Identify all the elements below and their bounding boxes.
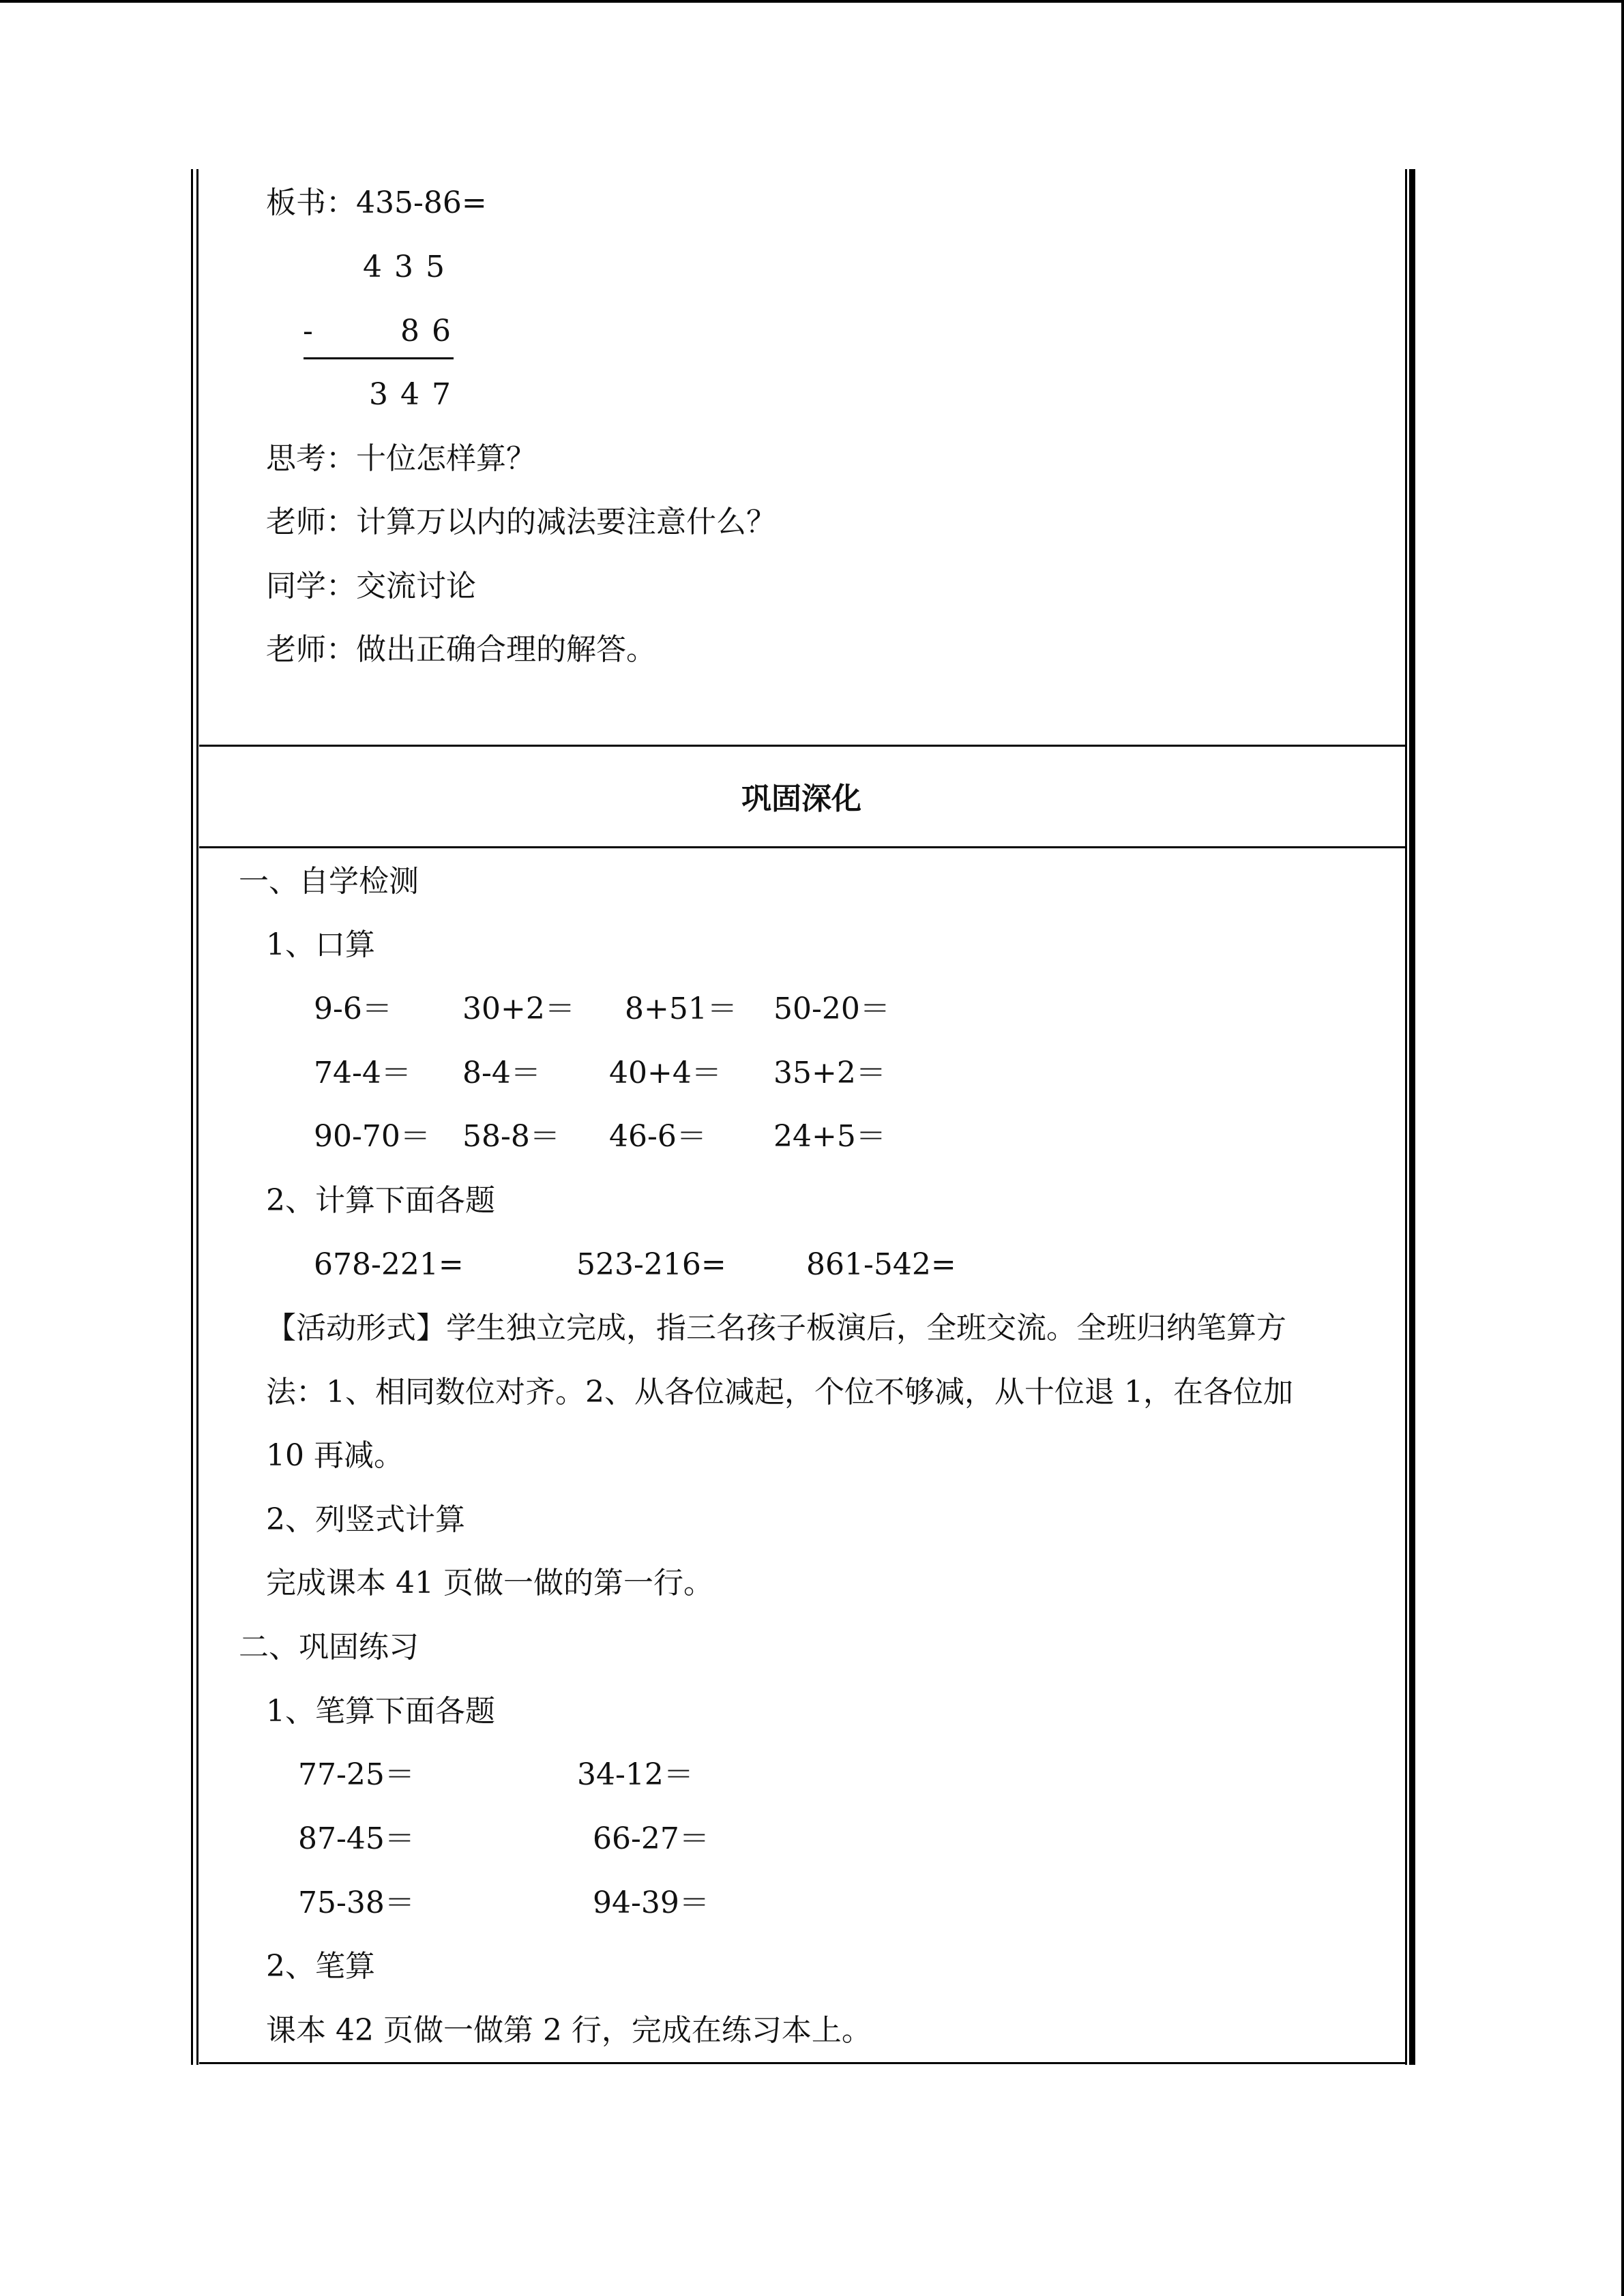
calc-expression: 523-216= [576,1247,726,1282]
oral-expression: 74-4＝ [314,1056,411,1090]
calc-subtrahend: 8 6 [400,314,452,348]
item3-title: 2、列竖式计算 [266,1502,465,1537]
written-expression: 66-27＝ [593,1821,709,1856]
oral-expression: 8-4＝ [462,1056,541,1090]
oral-expression: 58-8＝ [462,1119,560,1154]
calc-underline [304,357,454,359]
activity-line: 法：1、相同数位对齐。2、从各位减起，个位不够减，从十位退 1，在各位加 [266,1375,1293,1410]
written-expression: 75-38＝ [298,1885,415,1920]
oral-expression: 35+2＝ [773,1056,886,1090]
table-right-border-inner [1405,169,1407,2065]
row-divider-top [199,745,1406,747]
section-title: 巩固深化 [741,781,861,816]
item5-title: 2、笔算 [266,1949,375,1984]
item2-title: 2、计算下面各题 [266,1183,495,1218]
board-label: 板书：435-86= [266,185,487,220]
table-left-border-outer [191,169,193,2065]
calc-minuend: 4 3 5 [363,250,446,284]
student-discussion: 同学：交流讨论 [266,569,476,603]
oral-expression: 90-70＝ [314,1119,430,1154]
table-right-border-outer [1409,169,1415,2065]
calc-operator: - [303,314,313,348]
item3-text: 完成课本 41 页做一做的第一行。 [266,1566,713,1600]
calc-expression: 861-542= [806,1247,956,1282]
table-bottom-border [199,2062,1406,2064]
oral-expression: 24+5＝ [773,1119,886,1154]
row-divider-bottom [199,846,1406,848]
teacher-answer: 老师：做出正确合理的解答。 [266,632,656,667]
oral-expression: 8+51＝ [625,992,737,1026]
oral-expression: 40+4＝ [609,1056,722,1090]
item5-text: 课本 42 页做一做第 2 行，完成在练习本上。 [266,2013,872,2048]
table-left-border-inner [196,169,198,2065]
activity-line: 10 再减。 [266,1438,404,1473]
written-expression: 34-12＝ [577,1757,694,1792]
item1-title: 1、口算 [266,927,375,962]
oral-expression: 50-20＝ [773,992,890,1026]
page-top-border [0,0,1624,3]
think-question: 思考：十位怎样算？ [266,441,536,476]
written-expression: 94-39＝ [593,1885,709,1920]
oral-expression: 9-6＝ [314,992,392,1026]
calc-expression: 678-221= [314,1247,464,1282]
oral-expression: 46-6＝ [609,1119,707,1154]
written-expression: 77-25＝ [298,1757,415,1792]
part2-title: 二、巩固练习 [239,1630,419,1665]
page-right-border [1621,0,1624,2296]
activity-line: 【活动形式】学生独立完成，指三名孩子板演后，全班交流。全班归纳笔算方 [266,1311,1286,1345]
written-expression: 87-45＝ [298,1821,415,1856]
item4-title: 1、笔算下面各题 [266,1694,495,1729]
part1-title: 一、自学检测 [239,864,419,899]
teacher-question: 老师：计算万以内的减法要注意什么？ [266,505,776,539]
calc-result: 3 4 7 [369,377,452,412]
oral-expression: 30+2＝ [462,992,575,1026]
